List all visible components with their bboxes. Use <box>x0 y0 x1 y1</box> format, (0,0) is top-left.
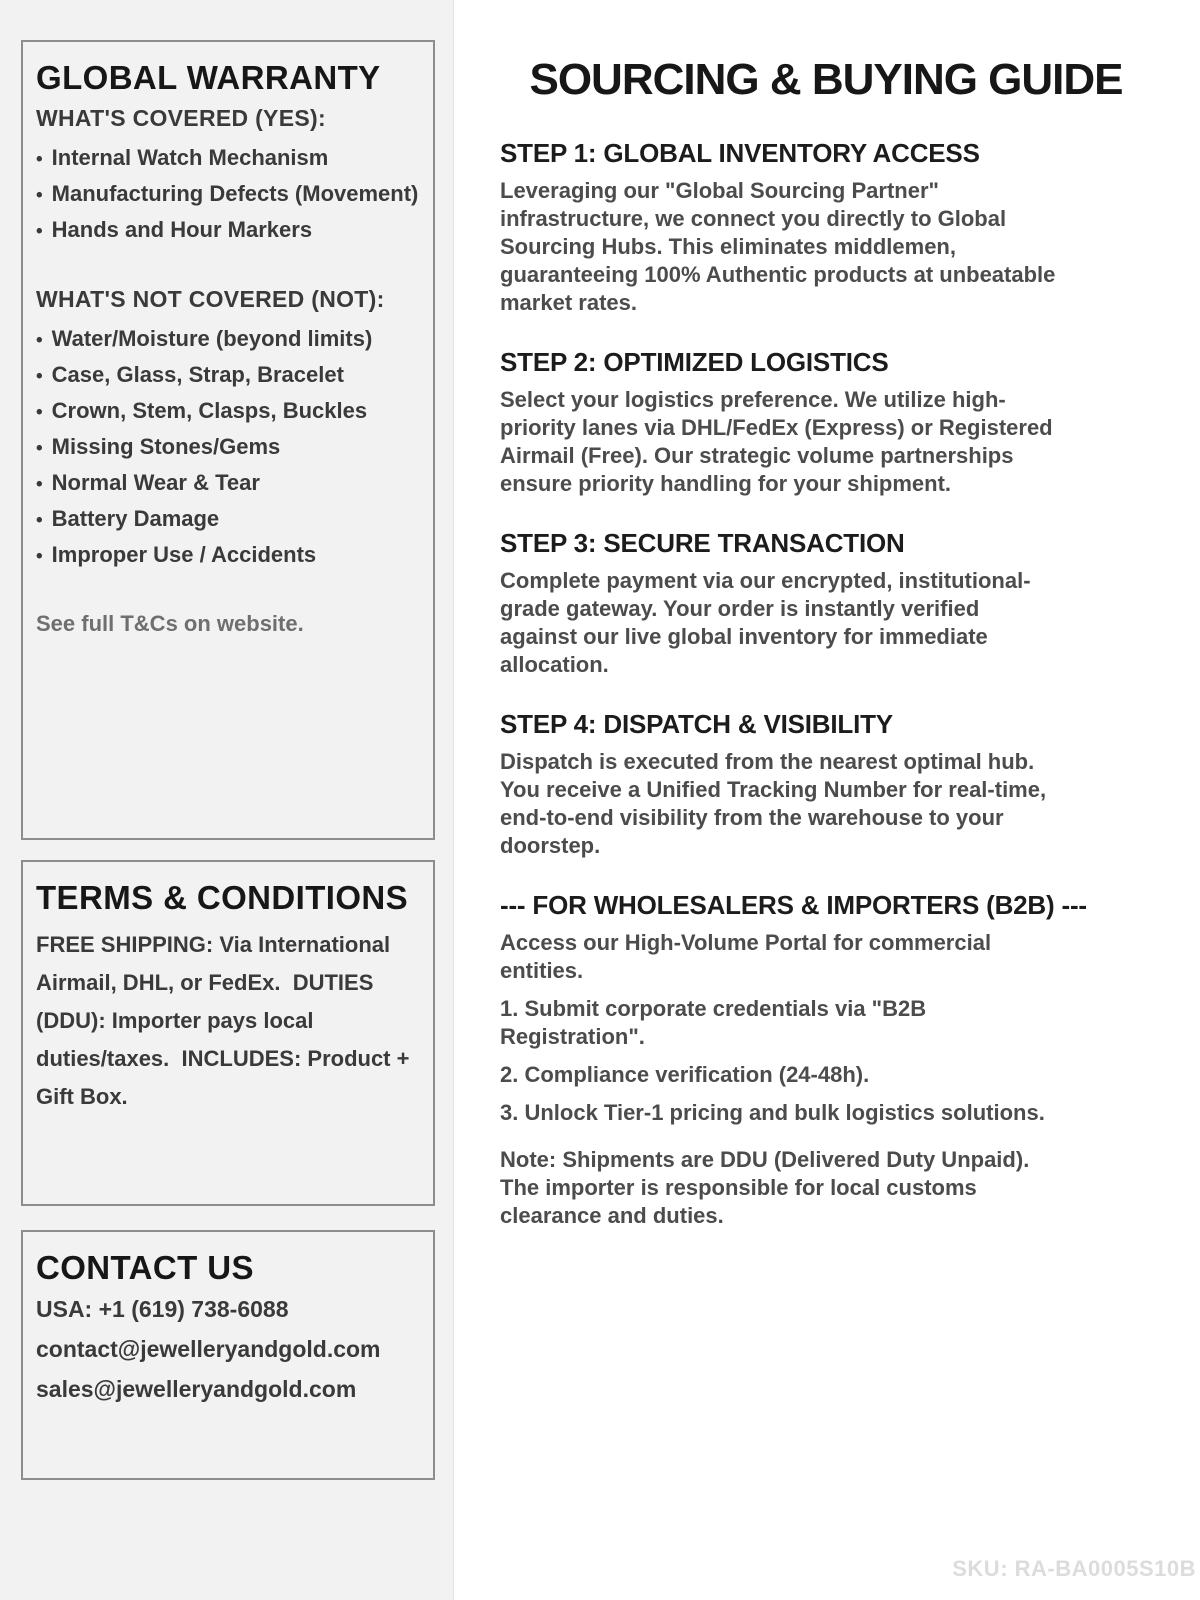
step-3-heading: STEP 3: SECURE TRANSACTION <box>500 528 905 558</box>
not-covered-item: • Crown, Stem, Clasps, Buckles <box>36 400 419 424</box>
contact-us-box <box>21 1230 435 1480</box>
step-1-section <box>500 138 1152 317</box>
not-covered-item: • Improper Use / Accidents <box>36 544 419 568</box>
sales-email: sales@jewelleryandgold.com <box>36 1376 357 1402</box>
covered-item: • Manufacturing Defects (Movement) <box>36 183 419 207</box>
covered-heading: WHAT'S COVERED (YES): <box>36 105 326 131</box>
not-covered-item: • Case, Glass, Strap, Bracelet <box>36 364 419 388</box>
covered-item: • Internal Watch Mechanism <box>36 147 419 171</box>
ddu-note: Note: Shipments are DDU (Delivered Duty Unpaid). The importer is responsible for local customs clearance and duties. <box>500 1147 1030 1228</box>
sidebar <box>0 0 454 1600</box>
terms-body: FREE SHIPPING: Via International Airmail, DHL, or FedEx. DUTIES (DDU): Importer pays local duties/taxes. INCLUDES: Product + Gift Box. <box>36 932 416 1109</box>
not-covered-item: • Battery Damage <box>36 508 419 532</box>
contact-title: CONTACT US <box>36 1249 254 1286</box>
not-covered-item: • Water/Moisture (beyond limits) <box>36 328 419 352</box>
step-2-paragraph: Select your logistics preference. We utilize high-priority lanes via DHL/FedEx (Express) or Registered Airmail (Free). Our strategic volume partnerships ensure priority handling for your shipment. <box>500 387 1053 496</box>
b2b-step-2: 2. Compliance verification (24-48h). <box>500 1062 870 1087</box>
step-4-section <box>500 709 1152 860</box>
not-covered-list <box>36 328 419 568</box>
b2b-section <box>500 890 1152 1230</box>
b2b-step-3: 3. Unlock Tier-1 pricing and bulk logistics solutions. <box>500 1100 1045 1125</box>
not-covered-heading: WHAT'S NOT COVERED (NOT): <box>36 286 385 312</box>
step-1-heading: STEP 1: GLOBAL INVENTORY ACCESS <box>500 138 980 168</box>
covered-list <box>36 147 419 243</box>
main-content <box>500 0 1152 1260</box>
terms-conditions-box <box>21 860 435 1206</box>
b2b-intro: Access our High-Volume Portal for commercial entities. <box>500 930 992 983</box>
page-title: SOURCING & BUYING GUIDE <box>529 55 1123 104</box>
step-3-paragraph: Complete payment via our encrypted, institutional-grade gateway. Your order is instantly verified against our live global inventory for immediate allocation. <box>500 568 1031 677</box>
step-3-section <box>500 528 1152 679</box>
step-2-section <box>500 347 1152 498</box>
contact-phone: USA: +1 (619) 738-6088 <box>36 1296 289 1322</box>
global-warranty-box <box>21 40 435 840</box>
step-1-paragraph: Leveraging our "Global Sourcing Partner" infrastructure, we connect you directly to Global Sourcing Hubs. This eliminates middlemen, guaranteeing 100% Authentic products at unbeatable market rates. <box>500 178 1056 315</box>
not-covered-item: • Missing Stones/Gems <box>36 436 419 460</box>
contact-email: contact@jewelleryandgold.com <box>36 1336 381 1362</box>
step-4-paragraph: Dispatch is executed from the nearest optimal hub. You receive a Unified Tracking Number for real-time, end-to-end visibility from the warehouse to your doorstep. <box>500 749 1047 858</box>
covered-item: • Hands and Hour Markers <box>36 219 419 243</box>
not-covered-item: • Normal Wear & Tear <box>36 472 419 496</box>
warranty-title: GLOBAL WARRANTY <box>36 59 381 96</box>
sku-label: SKU: RA-BA0005S10B <box>952 1556 1196 1581</box>
step-2-heading: STEP 2: OPTIMIZED LOGISTICS <box>500 347 889 377</box>
terms-title: TERMS & CONDITIONS <box>36 879 409 916</box>
step-4-heading: STEP 4: DISPATCH & VISIBILITY <box>500 709 893 739</box>
b2b-heading: --- FOR WHOLESALERS & IMPORTERS (B2B) --- <box>500 890 1087 920</box>
warranty-footnote: See full T&Cs on website. <box>36 611 304 636</box>
b2b-step-1: 1. Submit corporate credentials via "B2B Registration". <box>500 996 927 1049</box>
